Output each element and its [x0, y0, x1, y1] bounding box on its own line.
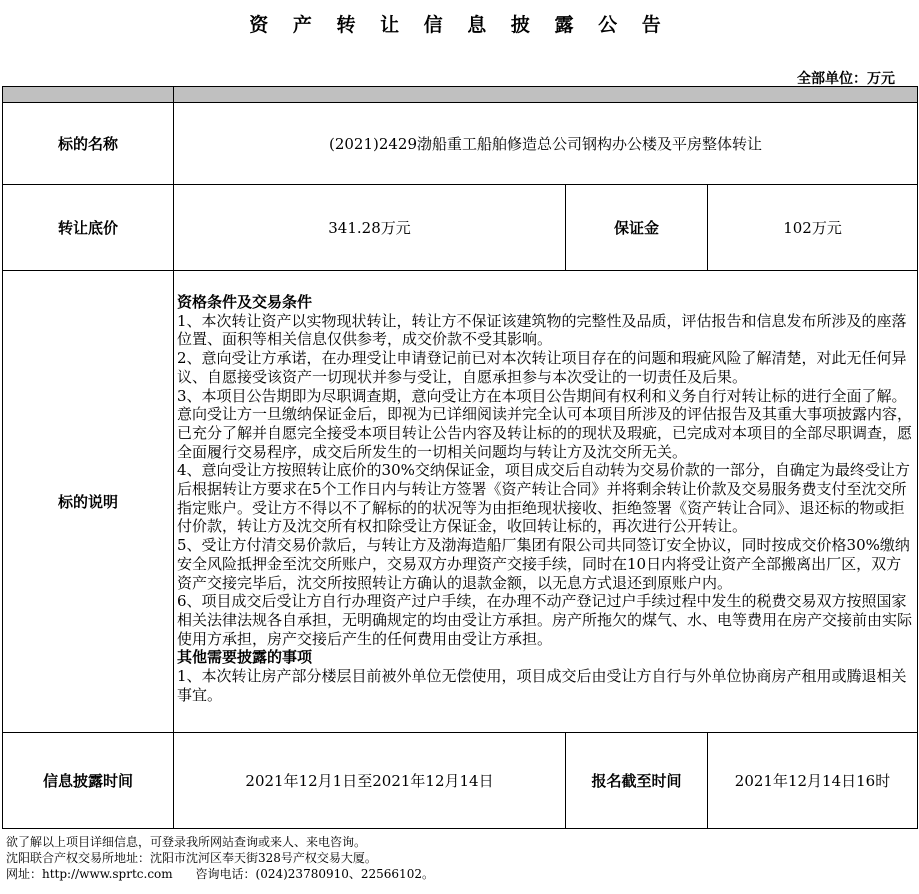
name-row [3, 103, 918, 185]
other-disclosure-item: 1、本次转让房产部分楼层目前被外单位无偿使用，项目成交后由受让方自行与外单位协商房产租用或腾退相关事宜。 [177, 667, 907, 704]
other-disclosure-heading: 其他需要披露的事项 [177, 648, 313, 667]
description-item: 4、意向受让方按照转让底价的30%交纳保证金，项目成交后自动转为交易价款的一部分，自确定为最终受让方后根据转让方要求在5个工作日内与转让方签署《资产转让合同》并将剩余转让价款及交易服务费支付至沈交所指定账户。受让方不得以不了解标的的状况等为由拒绝现状接收、拒绝签署《资产转让合同》、退还标的物或拒付价款，转让方及沈交所有权扣除受让方保证金，收回转让标的，再次进行公开转让。 [177, 461, 910, 536]
description-cell [174, 271, 918, 733]
deposit-value: 102万元 [708, 185, 918, 271]
footer-line: 网址：http://www.sprtc.com 咨询电话：(024)23780910、22566102。 [6, 867, 434, 881]
disclosure-time-value: 2021年12月1日至2021年12月14日 [174, 733, 566, 829]
footer-line: 沈阳联合产权交易所地址：沈阳市沈河区奉天街328号产权交易大厦。 [6, 851, 377, 865]
disclosure-time-label: 信息披露时间 [3, 733, 174, 829]
description-item: 2、意向受让方承诺，在办理受让申请登记前已对本次转让项目存在的问题和瑕疵风险了解清楚，对此无任何异议、自愿接受该资产一切现状并参与受让，自愿承担参与本次受让的一切责任及后果。 [177, 349, 907, 386]
footer [6, 834, 434, 882]
header-cell [174, 87, 918, 103]
name-label: 标的名称 [3, 103, 174, 185]
description-item: 1、本次转让资产以实物现状转让，转让方不保证该建筑物的完整性及品质，评估报告和信息发布所涉及的座落位置、面积等相关信息仅供参考，成交价款不受其影响。 [177, 311, 907, 349]
price-label: 转让底价 [3, 185, 174, 271]
qualification-heading: 资格条件及交易条件 [177, 293, 313, 311]
description-item: 6、项目成交后受让方自行办理资产过户手续，在办理不动产登记过户手续过程中发生的税费交易双方按照国家相关法律法规各自承担，无明确规定的均由受让方承担。房产所拖欠的煤气、水、电等费用在房产交接前由实际使用方承担，房产交接后产生的任何费用由受让方承担。 [177, 592, 913, 648]
deadline-value: 2021年12月14日16时 [708, 733, 918, 829]
table-header-row [3, 87, 918, 103]
unit-note: 全部单位：万元 [797, 71, 895, 87]
description-row [3, 271, 918, 733]
description-label: 标的说明 [3, 271, 174, 733]
footer-line: 欲了解以上项目详细信息，可登录我所网站查询或来人、来电咨询。 [6, 835, 367, 849]
deposit-label: 保证金 [566, 185, 708, 271]
page-title: 资 产 转 让 信 息 披 露 公 告 [249, 14, 670, 36]
deadline-label: 报名截至时间 [566, 733, 708, 829]
price-value: 341.28万元 [174, 185, 566, 271]
header-cell [3, 87, 174, 103]
announcement-table [2, 86, 918, 829]
description-item: 3、本项目公告期即为尽职调查期，意向受让方在本项目公告期间有权利和义务自行对转让标的进行全面了解。意向受让方一旦缴纳保证金后，即视为已详细阅读并完全认可本项目所涉及的评估报告及其重大事项披露内容，已充分了解并自愿完全接受本项目转让公告内容及转让标的的现状及瑕疵，已完成对本项目的全部尽职调查，愿全面履行交易程序，成交后所发生的一切相关问题均与转让方及沈交所无关。 [177, 386, 913, 461]
time-row [3, 733, 918, 829]
price-row [3, 185, 918, 271]
description-item: 5、受让方付清交易价款后，与转让方及渤海造船厂集团有限公司共同签订安全协议，同时按成交价格30%缴纳安全风险抵押金至沈交所账户，交易双方办理资产交接手续，同时在10日内将受让资产全部搬离出厂区，双方资产交接完毕后，沈交所按照转让方确认的退款金额，以无息方式退还到原账户内。 [177, 536, 910, 592]
name-value: (2021)2429渤船重工船舶修造总公司钢构办公楼及平房整体转让 [174, 103, 918, 185]
